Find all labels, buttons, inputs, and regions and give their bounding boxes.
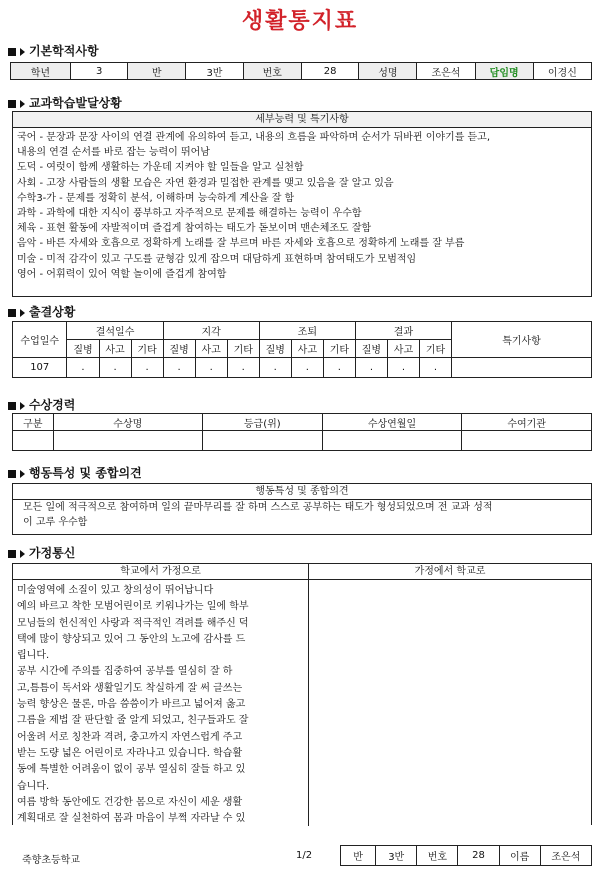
behavior-line: 이 고루 우수함 (23, 517, 88, 529)
early-leave-group: 조퇴 (259, 322, 355, 340)
subject-line: 사회 - 고장 사람들의 생활 모습은 자연 환경과 밀접한 관계를 맺고 있음을 잘 알고 있음 (17, 177, 394, 189)
square-bullet-icon (8, 550, 16, 558)
home-line: 여름 방학 동안에도 건강한 몸으로 자신이 세운 생활 (17, 796, 243, 808)
subjects-table-header: 세부능력 및 특기사항 (13, 112, 591, 128)
home-line: 습니다. (17, 780, 50, 792)
footer-number-label: 번호 (417, 846, 458, 866)
attendance-cell: . (67, 358, 99, 378)
attendance-cell: . (259, 358, 291, 378)
name-label: 성명 (359, 63, 417, 80)
teacher-label: 담임명 (475, 63, 533, 80)
teacher-value: 이경신 (533, 63, 591, 80)
page-number: 1/2 (296, 850, 313, 861)
square-bullet-icon (8, 100, 16, 108)
home-line: 모님들의 헌신적인 사랑과 적극적인 격려를 해주신 덕 (17, 617, 249, 629)
attendance-cell: . (227, 358, 259, 378)
subjects-lines (13, 128, 591, 282)
home-line: 립니다. (17, 650, 50, 662)
sub-header: 기타 (419, 340, 451, 358)
attendance-cell: . (99, 358, 131, 378)
square-bullet-icon (8, 402, 16, 410)
home-line: 동에 특별한 어려움이 없이 공부 열심히 잘들 하고 있 (17, 764, 246, 776)
section-heading-attendance: 출결상황 (8, 303, 75, 320)
section-heading-home: 가정통신 (8, 544, 75, 561)
sub-header: 사고 (387, 340, 419, 358)
home-line: 그름을 제법 잘 판단할 줄 알게 되었고, 친구들과도 잘 (17, 715, 249, 727)
home-line: 능력 향상은 물론, 마음 씀씀이가 바르고 넓어져 옳고 (17, 699, 246, 711)
attendance-cell: . (419, 358, 451, 378)
result-group: 결과 (355, 322, 451, 340)
number-value: 28 (301, 63, 359, 80)
subjects-box (12, 111, 592, 297)
school-days-label: 수업일수 (13, 322, 67, 358)
arrow-bullet-icon (20, 100, 25, 108)
footer-info-table (340, 845, 592, 866)
award-header: 구분 (13, 414, 54, 431)
sub-header: 사고 (99, 340, 131, 358)
sub-header: 질병 (355, 340, 387, 358)
sub-header: 기타 (323, 340, 355, 358)
arrow-bullet-icon (20, 402, 25, 410)
arrow-bullet-icon (20, 309, 25, 317)
page-title: 생활통지표 (241, 9, 359, 34)
notes-label: 특기사항 (452, 322, 592, 358)
award-cell (202, 431, 322, 451)
footer-number-value: 28 (458, 846, 499, 866)
section-heading-subjects: 교과학습발달상황 (8, 94, 122, 111)
sub-header: 기타 (131, 340, 163, 358)
attendance-cell: . (387, 358, 419, 378)
subject-line: 내용의 연결 순서를 바로 잡는 능력이 뛰어남 (17, 147, 210, 159)
square-bullet-icon (8, 309, 16, 317)
home-left-column (13, 564, 309, 826)
award-cell (322, 431, 462, 451)
home-line: 어울려 서로 칭찬과 격려, 충고까지 자연스럽게 주고 (17, 731, 243, 743)
section-heading-awards: 수상경력 (8, 396, 75, 413)
award-header: 수여기관 (462, 414, 592, 431)
sub-header: 사고 (291, 340, 323, 358)
home-line: 미술영역에 소질이 있고 창의성이 뛰어납니다 (17, 585, 214, 596)
home-line: 예의 바르고 착한 모범어린이로 키워나가는 일에 학부 (17, 601, 249, 613)
subject-line: 과학 - 과학에 대한 지식이 풍부하고 자주적으로 문제를 해결하는 능력이 우수함 (17, 208, 362, 220)
footer-class-value: 3반 (376, 846, 417, 866)
home-to-school-header: 가정에서 학교로 (309, 564, 591, 580)
footer-class-label: 반 (341, 846, 376, 866)
section-heading-basic: 기본학적사항 (8, 42, 99, 59)
behavior-box (12, 483, 592, 535)
basic-info-table (10, 62, 592, 80)
award-header: 수상명 (53, 414, 202, 431)
attendance-cell: . (195, 358, 227, 378)
subject-line: 국어 - 문장과 문장 사이의 연결 관계에 유의하여 듣고, 내용의 흐름을 파악하며 순서가 뒤바뀐 이야기를 듣고, (17, 132, 491, 143)
award-header: 등급(위) (202, 414, 322, 431)
footer-name-value: 조은석 (540, 846, 591, 866)
subject-line: 영어 - 어휘력이 있어 역할 놀이에 즐겁게 참여함 (17, 268, 227, 280)
attendance-cell: . (355, 358, 387, 378)
home-line: 고,틈틈이 독서와 생활일기도 착실하게 잘 써 글쓰는 (17, 682, 243, 694)
sub-header: 기타 (227, 340, 259, 358)
behavior-line: 모든 일에 적극적으로 참여하며 일의 끝마무리를 잘 하며 스스로 공부하는 태도가 형성되었으며 전 교과 성적 (23, 502, 493, 513)
absence-group: 결석일수 (67, 322, 163, 340)
school-to-home-header: 학교에서 가정으로 (13, 564, 308, 580)
late-group: 지각 (163, 322, 259, 340)
section-heading-behavior: 행동특성 및 종합의견 (8, 464, 142, 481)
square-bullet-icon (8, 470, 16, 478)
home-box (12, 563, 592, 825)
school-name: 죽향초등학교 (22, 855, 80, 866)
awards-table (12, 413, 592, 451)
award-cell (13, 431, 54, 451)
arrow-bullet-icon (20, 470, 25, 478)
sub-header: 질병 (163, 340, 195, 358)
behavior-table-header: 행동특성 및 종합의견 (13, 484, 591, 500)
home-right-column (309, 564, 591, 826)
attendance-cell: . (291, 358, 323, 378)
grade-label: 학년 (11, 63, 71, 80)
home-line: 택에 많이 향상되고 있어 그 동안의 노고에 감사를 드 (17, 633, 246, 645)
home-line: 공부 시간에 주의를 집중하여 공부를 열심히 잘 하 (17, 666, 233, 678)
number-label: 번호 (243, 63, 301, 80)
class-value: 3반 (186, 63, 244, 80)
subject-line: 미술 - 미적 감각이 있고 구도를 균형감 있게 잡으며 대담하게 표현하며 참여태도가 모범적임 (17, 253, 417, 265)
subject-line: 체육 - 표현 활동에 자발적이며 즐겁게 참여하는 태도가 돋보이며 맨손체조도 잘함 (17, 223, 372, 235)
footer-name-label: 이름 (499, 846, 540, 866)
sub-header: 질병 (259, 340, 291, 358)
square-bullet-icon (8, 48, 16, 56)
attendance-cell: . (131, 358, 163, 378)
school-days-value: 107 (13, 358, 67, 378)
arrow-bullet-icon (20, 550, 25, 558)
sub-header: 질병 (67, 340, 99, 358)
grade-value: 3 (70, 63, 128, 80)
attendance-cell: . (323, 358, 355, 378)
award-header: 수상연월일 (322, 414, 462, 431)
attendance-notes (452, 358, 592, 378)
subject-line: 도덕 - 여럿이 함께 생활하는 가운데 지켜야 할 일들을 알고 실천함 (17, 162, 304, 174)
attendance-table (12, 321, 592, 378)
home-line: 계획대로 잘 실천하여 몸과 마음이 부쩍 자라날 수 있 (17, 813, 246, 825)
school-to-home-text (13, 580, 308, 827)
award-cell (462, 431, 592, 451)
sub-header: 사고 (195, 340, 227, 358)
arrow-bullet-icon (20, 48, 25, 56)
attendance-cell: . (163, 358, 195, 378)
class-label: 반 (128, 63, 186, 80)
award-cell (53, 431, 202, 451)
name-value: 조은석 (417, 63, 475, 80)
home-line: 받는 도량 넓은 어린이로 자라나고 있습니다. 학습활 (17, 747, 243, 759)
subject-line: 수학3-가 - 문제를 정확히 분석, 이해하며 능숙하게 계산을 잘 함 (17, 192, 295, 204)
subject-line: 음악 - 바른 자세와 호흡으로 정확하게 노래를 잘 부르며 바른 자세와 호흡으로 정확하게 노래를 잘 부름 (17, 238, 465, 250)
